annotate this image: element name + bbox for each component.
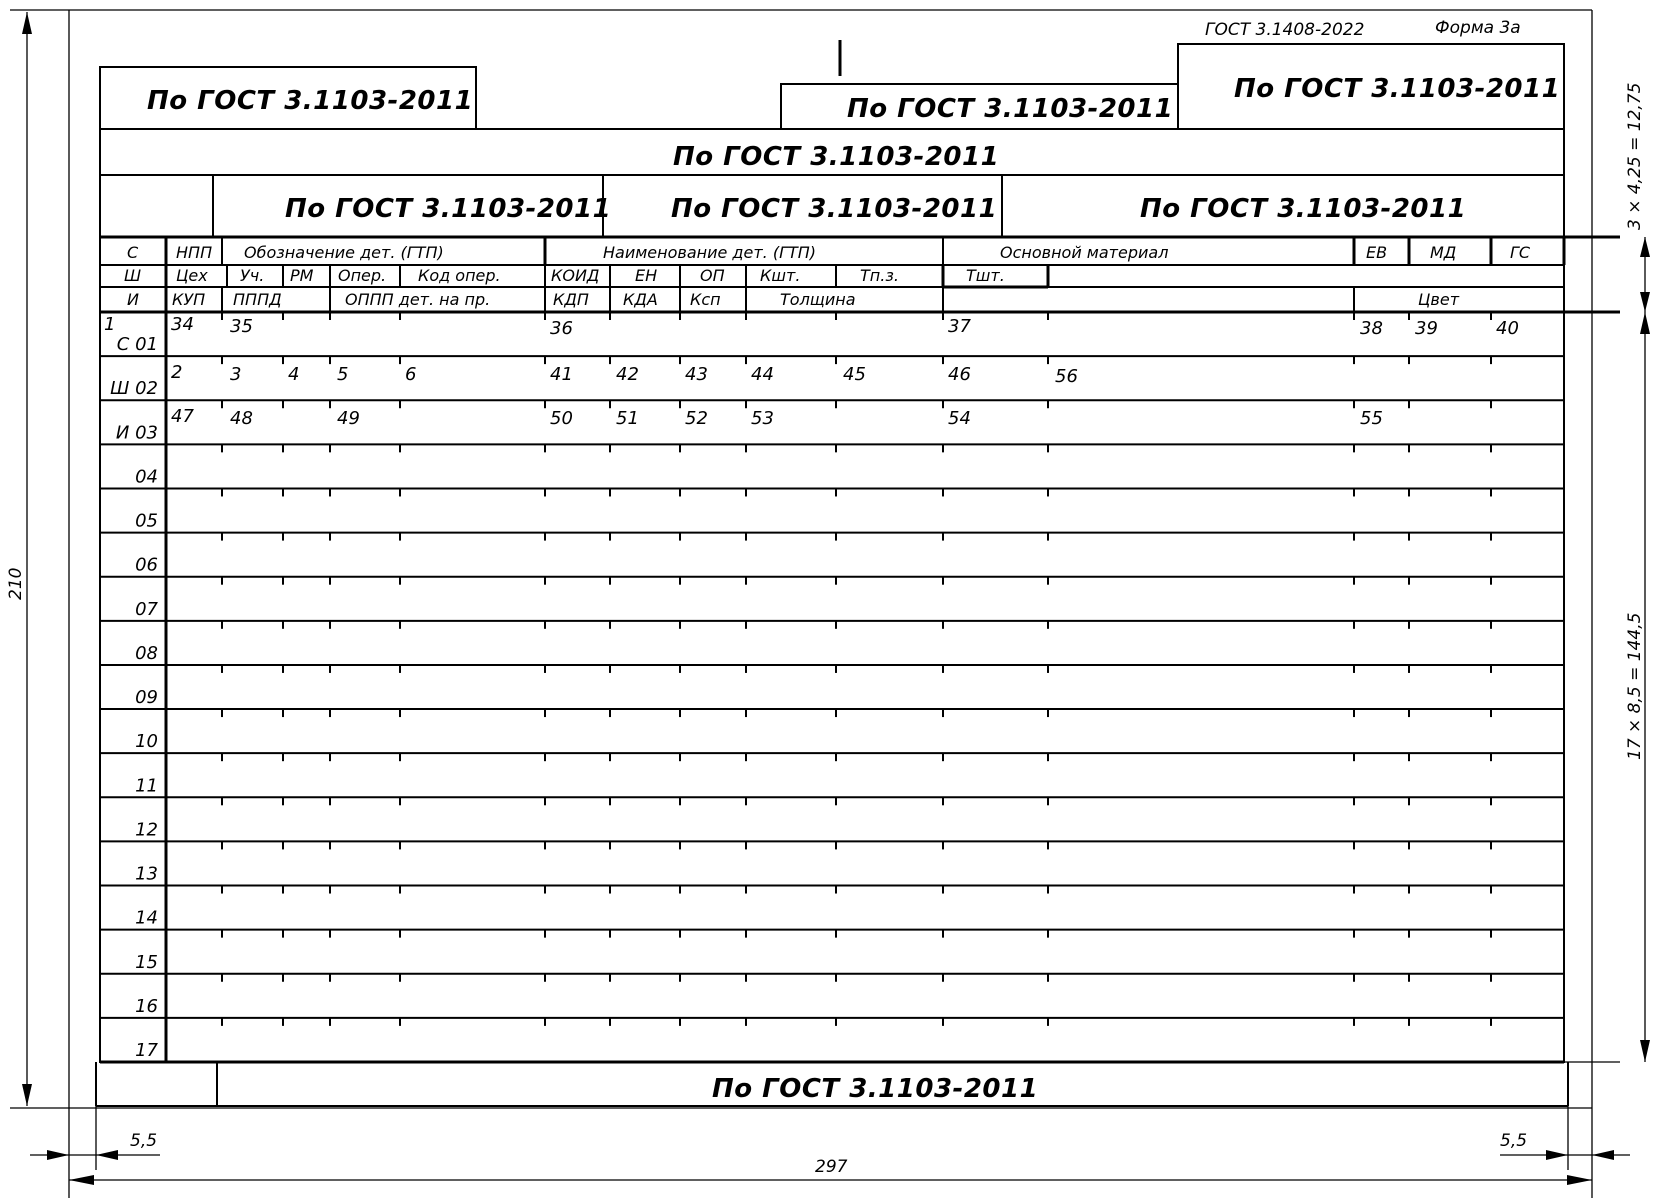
col-tseh: Цех <box>176 266 208 285</box>
col-md: МД <box>1430 243 1457 262</box>
row-label: С 01 <box>116 334 158 356</box>
field-num-39: 39 <box>1415 318 1438 339</box>
form-number: Форма 3а <box>1435 18 1521 38</box>
col-koid: КОИД <box>551 266 600 285</box>
col-npp: НПП <box>176 243 213 262</box>
margin-right-arrow <box>1592 1150 1614 1160</box>
field-num-6: 6 <box>405 364 417 385</box>
ref-text-right: По ГОСТ 3.1103-2011 <box>1234 74 1561 104</box>
row-label: 17 <box>135 1040 158 1061</box>
field-num-3: 3 <box>230 364 242 385</box>
height-arrow-top <box>22 12 32 34</box>
row-label: 06 <box>135 554 158 576</box>
width-value: 297 <box>815 1157 848 1177</box>
margin-right-arrow-inner <box>1546 1150 1568 1160</box>
field-num-48: 48 <box>230 408 253 429</box>
col-naimenovanie: Наименование дет. (ГТП) <box>603 243 817 262</box>
field-num-37: 37 <box>948 316 971 337</box>
ref-text-bottom: По ГОСТ 3.1103-2011 <box>712 1074 1039 1104</box>
col-tpz: Тп.з. <box>860 266 899 285</box>
col-ksp: Ксп <box>690 290 721 309</box>
ref-text-box-2: По ГОСТ 3.1103-2011 <box>671 194 998 224</box>
field-num-38: 38 <box>1360 318 1383 339</box>
field-num-40: 40 <box>1496 318 1519 339</box>
col-op: ОП <box>700 266 725 285</box>
col-pppd: ПППД <box>233 290 282 309</box>
margin-left-value: 5,5 <box>130 1131 158 1151</box>
col-oper: Опер. <box>338 266 387 285</box>
height-value: 210 <box>6 567 26 600</box>
col-tsvet: Цвет <box>1418 290 1460 309</box>
header-dim-arrow-top <box>1640 237 1650 257</box>
row-letter-sh: Ш <box>124 266 142 285</box>
field-num-50: 50 <box>550 408 573 429</box>
field-num-1: 1 <box>104 314 116 335</box>
field-num-46: 46 <box>948 364 971 385</box>
row-label: 05 <box>135 510 158 532</box>
margin-left-arrow-inner <box>96 1150 118 1160</box>
row-label: 08 <box>135 642 158 664</box>
col-oppp: ОППП дет. на пр. <box>345 290 491 309</box>
row-label: И 03 <box>115 422 158 444</box>
row-label: 11 <box>135 775 158 797</box>
field-num-55: 55 <box>1360 408 1383 429</box>
row-letter-i: И <box>127 290 139 309</box>
field-num-56: 56 <box>1055 366 1078 387</box>
margin-left-arrow <box>47 1150 69 1160</box>
height-arrow-bottom <box>22 1084 32 1106</box>
field-num-49: 49 <box>337 408 360 429</box>
row-label: 14 <box>135 907 158 929</box>
field-num-44: 44 <box>751 364 774 385</box>
col-kusht: Кшт. <box>760 266 801 285</box>
row-label: 16 <box>135 995 158 1017</box>
col-ev: ЕВ <box>1366 243 1388 262</box>
ref-text-box-1: По ГОСТ 3.1103-2011 <box>285 194 612 224</box>
col-kod-oper: Код опер. <box>418 266 501 285</box>
body-rows-dimension: 17 × 8,5 = 144,5 <box>1625 612 1645 760</box>
col-rm: РМ <box>290 266 314 285</box>
field-num-52: 52 <box>685 408 708 429</box>
col-oboznachenie: Обозначение дет. (ГТП) <box>244 243 444 262</box>
ref-text-middle: По ГОСТ 3.1103-2011 <box>847 94 1174 124</box>
row-label: 09 <box>135 687 158 709</box>
width-arrow-right <box>1567 1175 1592 1185</box>
body-rows <box>100 312 1564 1061</box>
col-osnovnoy-material: Основной материал <box>1000 243 1169 262</box>
field-num-51: 51 <box>616 408 639 429</box>
field-num-41: 41 <box>550 364 573 385</box>
field-num-42: 42 <box>616 364 639 385</box>
field-num-47: 47 <box>171 406 194 427</box>
col-kda: КДА <box>623 290 658 309</box>
row-label: Ш 02 <box>110 378 158 400</box>
field-num-53: 53 <box>751 408 774 429</box>
col-kup: КУП <box>172 290 206 309</box>
field-num-35: 35 <box>230 316 253 337</box>
row-label: 12 <box>135 819 158 841</box>
field-num-34: 34 <box>171 314 194 335</box>
ref-text-left: По ГОСТ 3.1103-2011 <box>147 86 474 116</box>
field-num-36: 36 <box>550 318 573 339</box>
col-en: ЕН <box>635 266 658 285</box>
row-label: 07 <box>135 598 158 620</box>
ref-text-title-row: По ГОСТ 3.1103-2011 <box>673 142 1000 172</box>
standard-number: ГОСТ 3.1408-2022 <box>1205 20 1365 40</box>
field-num-5: 5 <box>337 364 349 385</box>
field-num-4: 4 <box>288 364 300 385</box>
row-letter-s: С <box>127 243 139 262</box>
col-kdp: КДП <box>553 290 589 309</box>
main-frame <box>100 129 1564 1062</box>
field-num-2: 2 <box>171 362 183 383</box>
body-dim-arrow-top <box>1640 312 1650 334</box>
field-num-43: 43 <box>685 364 708 385</box>
row-label: 10 <box>135 731 158 753</box>
header-rows-dimension: 3 × 4,25 = 12,75 <box>1625 82 1645 230</box>
field-num-45: 45 <box>843 364 866 385</box>
width-arrow-left <box>69 1175 94 1185</box>
col-tolshchina: Толщина <box>780 290 856 309</box>
field-num-54: 54 <box>948 408 971 429</box>
header-dim-arrow-bottom <box>1640 292 1650 312</box>
col-gs: ГС <box>1510 243 1531 262</box>
row-label: 15 <box>135 951 158 973</box>
row-label: 04 <box>135 466 158 488</box>
row-label: 13 <box>135 863 158 885</box>
col-uch: Уч. <box>240 266 265 285</box>
margin-right-value: 5,5 <box>1500 1131 1528 1151</box>
ref-text-box-3: По ГОСТ 3.1103-2011 <box>1140 194 1467 224</box>
body-dim-arrow-bottom <box>1640 1040 1650 1062</box>
col-tsht: Тшт. <box>966 266 1005 285</box>
